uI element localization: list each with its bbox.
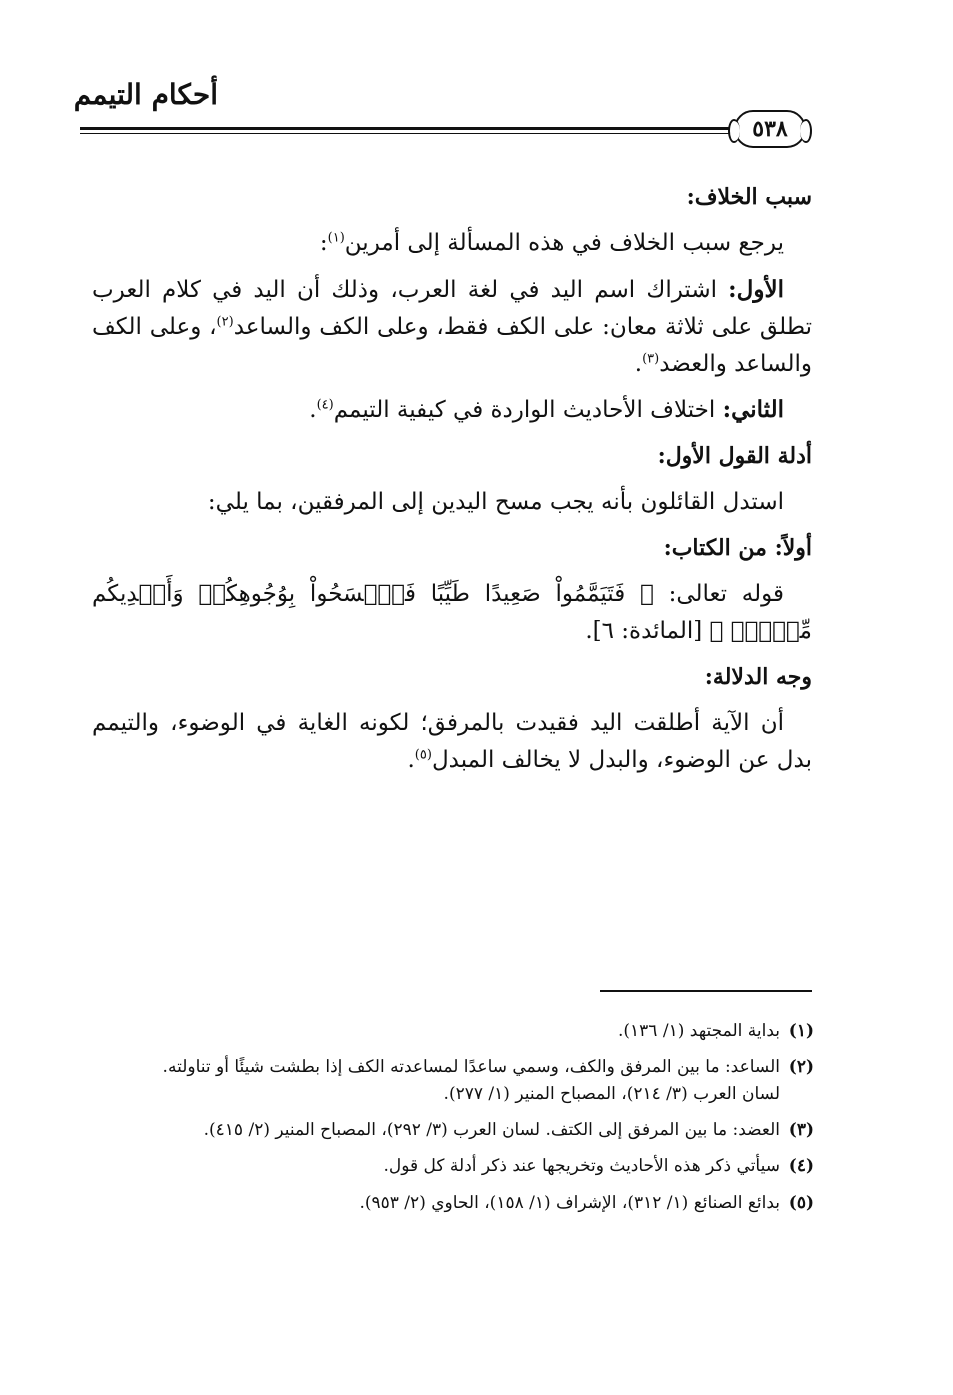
footnote-ref-1: (١) <box>327 230 345 246</box>
footnote-1 <box>110 1018 814 1044</box>
footnote-number: (٥) <box>788 1192 814 1213</box>
paragraph-first <box>92 272 812 382</box>
page-number: ٥٣٨ <box>734 110 806 148</box>
footnote-body <box>110 1190 780 1216</box>
footnote-number: (٢) <box>788 1057 814 1078</box>
paragraph-first-text-b: ، وعلى الكف والساعد والعضد <box>92 313 812 377</box>
paragraph-second-lead: الثاني: <box>722 396 784 424</box>
footnote-2 <box>110 1054 814 1107</box>
paragraph-second <box>92 392 812 429</box>
footnote-ref-4: (٤) <box>316 397 334 413</box>
footnote-body <box>110 1117 780 1143</box>
footnote-ref-2: (٢) <box>216 314 234 330</box>
footnote-ref-5: (٥) <box>414 747 432 763</box>
heading-reason-of-dispute: سبب الخلاف: <box>686 184 812 210</box>
footnote-4 <box>110 1153 814 1179</box>
footnote-separator <box>600 990 812 992</box>
paragraph-second-end: . <box>309 397 317 424</box>
footnote-line: بدائع الصنائع (١/ ٣١٢)، الإشراف (١/ ١٥٨)، الحاوي (٢/ ٩٥٣). <box>359 1192 780 1213</box>
paragraph-first-end: . <box>634 350 643 377</box>
paragraph-intro-end: : <box>319 230 328 257</box>
verse-intro: قوله تعالى: <box>653 581 784 608</box>
footnote-line: بداية المجتهد (١/ ١٣٦). <box>618 1021 780 1041</box>
footnote-line: لسان العرب (٣/ ٢١٤)، المصباح المنير (١/ ٢٧٧). <box>443 1083 780 1104</box>
footnote-body <box>110 1054 780 1107</box>
paragraph-second-text: اختلاف الأحاديث الواردة في كيفية التيمم <box>333 397 723 424</box>
paragraph-verse <box>92 576 812 650</box>
footnotes <box>110 1018 814 1226</box>
footnote-line: سيأتي ذكر هذه الأحاديث وتخريجها عند ذكر أدلة كل قول. <box>383 1156 780 1177</box>
paragraph-intro-text: يرجع سبب الخلاف في هذه المسألة إلى أمرين <box>344 230 784 257</box>
heading-evidence-first-opinion: أدلة القول الأول: <box>657 443 812 470</box>
heading-from-the-book: أولاً: من الكتاب: <box>663 535 812 562</box>
heading-indication: وجه الدلالة: <box>704 663 812 690</box>
footnote-body <box>110 1153 780 1179</box>
footnote-line: العضد: ما بين المرفق إلى الكتف. لسان العرب (٣/ ٢٩٢)، المصباح المنير (٢/ ٤١٥). <box>203 1120 780 1141</box>
paragraph-intro <box>92 225 812 262</box>
quran-verse: ﴿ فَتَيَمَّمُواْ صَعِيدًا طَيِّبًا فَٱمۡسَحُواْ بِوُجُوهِكُمۡ وَأَيۡدِيكُم مِّنۡهُۚ ﴾ <box>92 581 812 645</box>
paragraph-first-text-a: اشتراك اسم اليد في لغة العرب، وذلك أن اليد في كلام العرب تطلق على ثلاثة معان: على الكف فقط، وعلى الكف والساعد <box>92 276 812 340</box>
footnote-number: (٣) <box>788 1120 814 1141</box>
paragraph-indication-text: أن الآية أطلقت اليد فقيدت بالمرفق؛ لكونه الغاية في الوضوء، والتيمم بدل عن الوضوء، والبدل لا يخالف المبدل <box>92 710 812 773</box>
header-rule-thin <box>80 133 735 134</box>
footnote-3 <box>110 1117 814 1143</box>
footnote-body <box>110 1018 780 1044</box>
footnote-number: (٤) <box>788 1156 814 1177</box>
verse-reference: [المائدة: ٦]. <box>585 618 710 645</box>
paragraph-indication-end: . <box>407 746 415 773</box>
footnote-5 <box>110 1190 814 1216</box>
paragraph-indication <box>92 705 812 779</box>
paragraph-first-lead: الأول: <box>728 275 784 303</box>
header-rule <box>80 127 735 130</box>
footnote-line: الساعد: ما بين المرفق والكف، وسمي ساعدًا لمساعدته الكف إذا بطشت شيئًا أو تناولته. <box>162 1057 780 1078</box>
paragraph-evidence: استدل القائلون بأنه يجب مسح اليدين إلى المرفقين، بما يلي: <box>207 489 784 516</box>
footnote-number: (١) <box>788 1021 814 1041</box>
footnote-ref-3: (٣) <box>642 350 660 366</box>
running-title: أحكام التيمم <box>73 78 218 111</box>
main-text <box>92 180 812 789</box>
